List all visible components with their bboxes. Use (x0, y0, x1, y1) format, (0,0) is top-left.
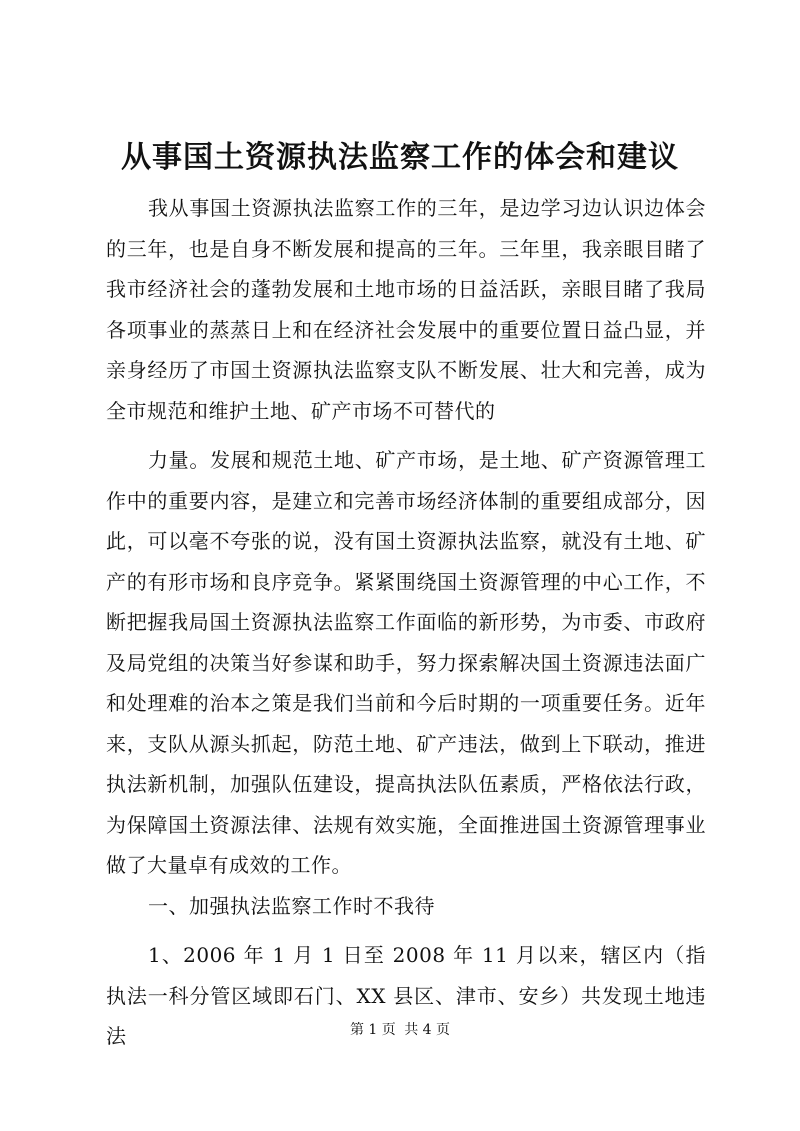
page-total: 共 4 页 (404, 1022, 451, 1038)
section-heading: 一、加强执法监察工作时不我待 (148, 893, 435, 918)
document-title: 从事国土资源执法监察工作的体会和建议 (121, 140, 679, 175)
document-body (106, 188, 706, 1057)
page-footer (0, 1020, 800, 1040)
paragraph-importance: 力量。发展和规范土地、矿产市场，是土地、矿产资源管理工作中的重要内容，是建立和完善市场经济体制的重要组成部分，因此，可以毫不夸张的说，没有国土资源执法监察，就没有土地、矿产的有形市场和良序竞争。紧紧围绕国土资源管理的中心工作，不断把握我局国土资源执法监察工作面临的新形势，为市委、市政府及局党组的决策当好参谋和助手，努力探索解决国土资源违法面广和处理难的治本之策是我们当前和今后时期的一项重要任务。近年来，支队从源头抓起，防范土地、矿产违法，做到上下联动，推进执法新机制，加强队伍建设，提高执法队伍素质，严格依法行政，为保障国土资源法律、法规有效实施，全面推进国土资源管理事业做了大量卓有成效的工作。 (106, 448, 706, 877)
paragraph-statistics: 1、2006 年 1 月 1 日至 2008 年 11 月以来，辖区内（指执法一科分管区域即石门、XX 县区、津市、安乡）共发现土地违法 (106, 943, 706, 1048)
paragraph-intro: 我从事国土资源执法监察工作的三年，是边学习边认识边体会的三年，也是自身不断发展和提高的三年。三年里，我亲眼目睹了我市经济社会的蓬勃发展和土地市场的日益活跃，亲眼目睹了我局各项事业的蒸蒸日上和在经济社会发展中的重要位置日益凸显，并亲身经历了市国土资源执法监察支队不断发展、壮大和完善，成为全市规范和维护土地、矿产市场不可替代的 (106, 196, 706, 423)
page-number: 第 1 页 (349, 1022, 396, 1038)
